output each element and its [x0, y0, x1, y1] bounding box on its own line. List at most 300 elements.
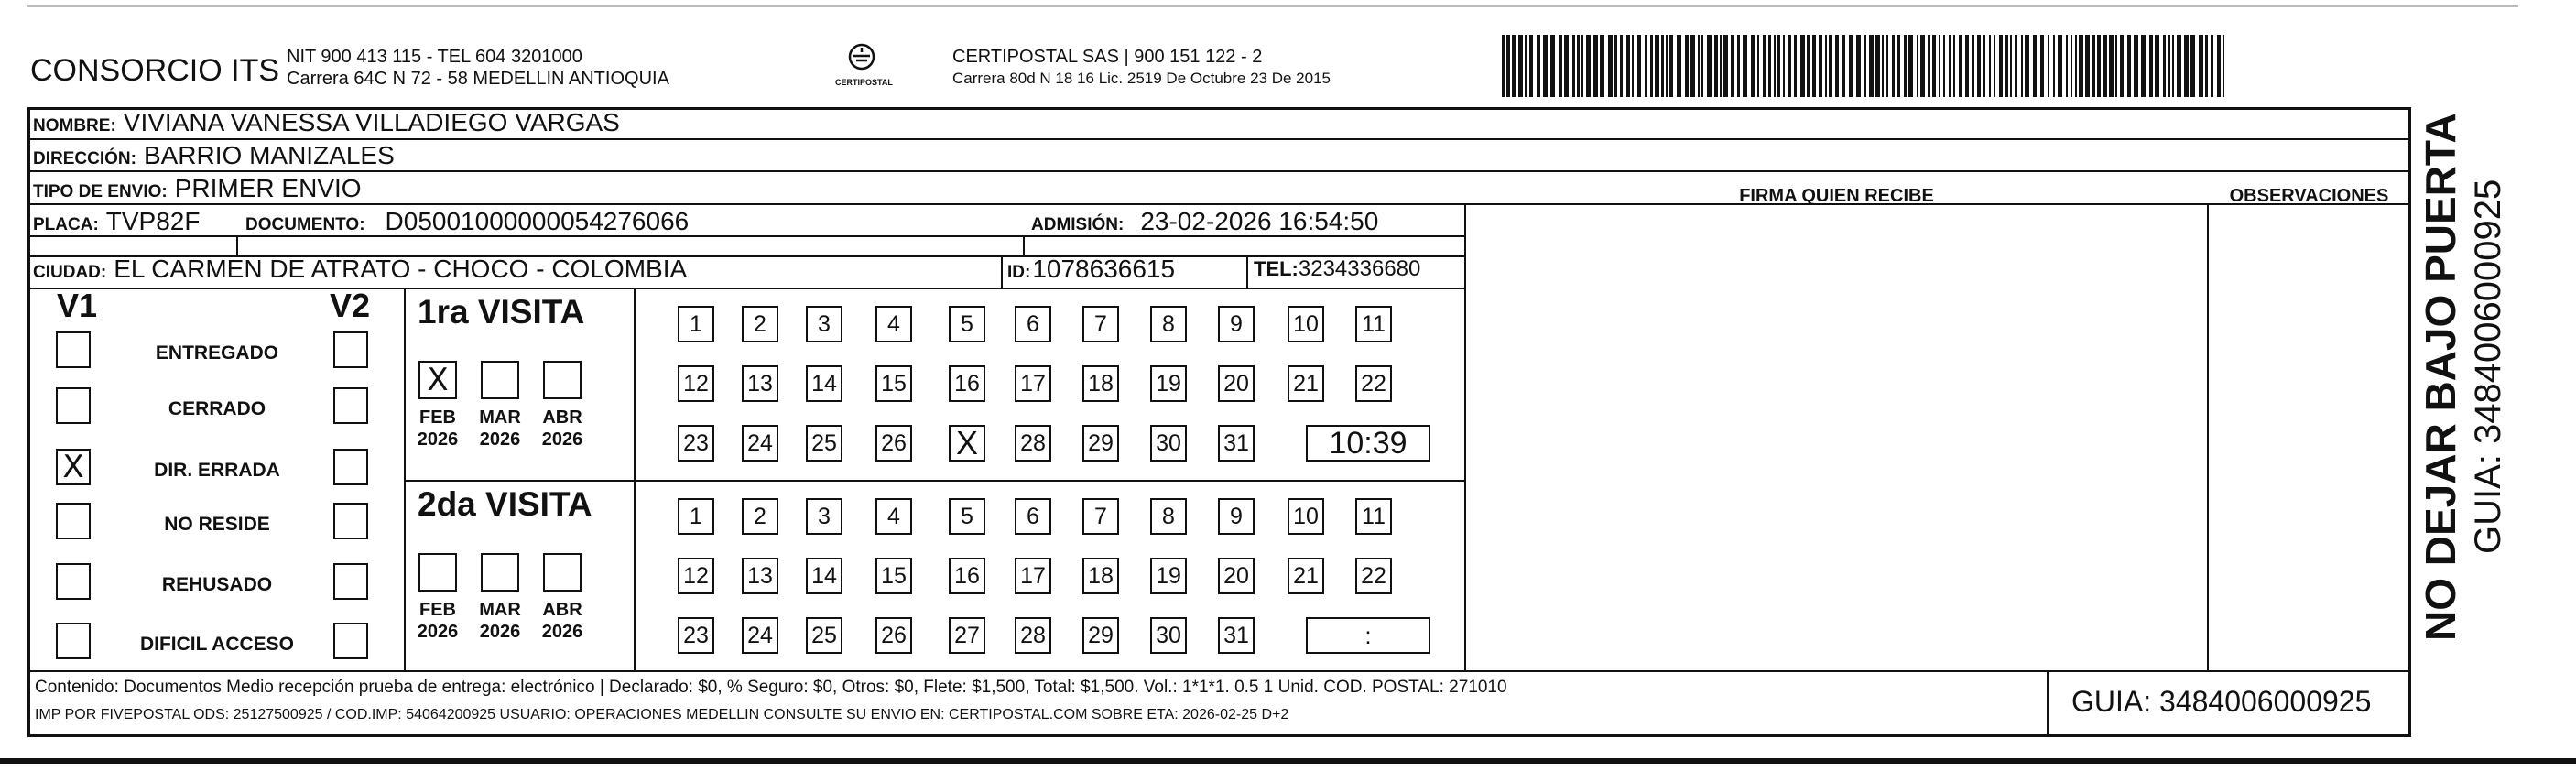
barcode-bar [2085, 35, 2090, 97]
month-label [472, 407, 528, 451]
barcode-bar [1632, 35, 1634, 97]
barcode-bar [1917, 35, 1918, 97]
barcode-bar [1774, 35, 1776, 97]
day-box[interactable] [1150, 558, 1187, 594]
v2-checkbox[interactable] [333, 623, 368, 659]
day-box[interactable] [678, 425, 714, 462]
check-mark: X [427, 362, 449, 398]
barcode-bar [2015, 35, 2017, 97]
ciudad-row [33, 255, 687, 284]
documento-value: D05001000000054276066 [385, 207, 690, 235]
barcode-bar [2217, 35, 2221, 97]
barcode-bar [1869, 35, 1874, 97]
placa-row [33, 207, 200, 236]
direccion-label: DIRECCIÓN: [33, 149, 136, 168]
barcode-bar [1637, 35, 1641, 97]
barcode-bar [2040, 35, 2044, 97]
v2-checkbox[interactable] [333, 503, 368, 539]
placa-label: PLACA: [33, 215, 99, 234]
placa-value: TVP82F [105, 207, 201, 235]
documento-label: DOCUMENTO: [245, 215, 365, 234]
month-checkbox[interactable] [418, 553, 457, 592]
day-box[interactable] [1218, 617, 1255, 654]
divider [28, 138, 2409, 140]
day-box[interactable] [875, 306, 912, 342]
v1-checkbox[interactable] [56, 387, 91, 424]
admision-value: 23-02-2026 16:54:50 [1140, 207, 1379, 235]
month-name: FEB [419, 600, 456, 620]
day-box[interactable] [1082, 425, 1119, 462]
day-number: 4 [887, 310, 900, 337]
barcode-bar [2205, 35, 2208, 97]
side-guia: GUIA: 3484006000925 [2468, 179, 2508, 554]
footer-guia: GUIA: 3484006000925 [2071, 685, 2372, 718]
footer-print-info: IMP POR FIVEPOSTAL ODS: 25127500925 / COD.IMP: 54064200925 USUARIO: OPERACIONES MEDELLIN CONSULTE SU ENVIO EN: CERTIPOSTAL.COM SOBRE ETA: 2026-02-25 D+2 [35, 707, 1289, 722]
tel-value: 3234336680 [1298, 256, 1421, 281]
v1-checkbox[interactable] [56, 331, 91, 368]
day-box[interactable] [1355, 558, 1392, 594]
admision-label: ADMISIÓN: [1031, 215, 1125, 234]
day-box[interactable] [949, 365, 985, 402]
day-number: 26 [881, 622, 907, 648]
company-name: CONSORCIO ITS [30, 53, 280, 88]
divider [634, 288, 636, 670]
day-number: 30 [1156, 429, 1181, 456]
observations-area[interactable] [2210, 205, 2408, 668]
ciudad-value: EL CARMEN DE ATRATO - CHOCO - COLOMBIA [114, 255, 688, 283]
day-box[interactable] [742, 365, 778, 402]
day-box[interactable] [1015, 558, 1051, 594]
divider [28, 288, 1466, 289]
tel-label: TEL: [1254, 257, 1299, 280]
barcode-bar [1977, 35, 1981, 97]
bottom-rule [0, 758, 2576, 764]
barcode-bar [1835, 35, 1839, 97]
day-box[interactable] [1015, 498, 1051, 535]
v1-label: V1 [57, 287, 98, 324]
barcode-bar [1794, 35, 1797, 97]
barcode-bar [1685, 35, 1689, 97]
reason-label: DIR. ERRADA [154, 460, 280, 481]
day-box[interactable] [806, 306, 842, 342]
day-number: 5 [961, 503, 973, 529]
day-box[interactable] [678, 365, 714, 402]
courier-nit: CERTIPOSTAL SAS | 900 151 122 - 2 [952, 47, 1263, 67]
barcode-bar [2190, 35, 2195, 97]
barcode-bar [2005, 35, 2008, 97]
day-box[interactable] [1288, 558, 1324, 594]
day-number: 14 [811, 562, 837, 589]
v2-checkbox[interactable] [333, 563, 368, 600]
v1-checkbox[interactable] [56, 563, 91, 600]
day-number: 8 [1162, 310, 1175, 337]
v2-label: V2 [330, 287, 371, 324]
barcode-bar [2223, 35, 2224, 97]
day-number: 16 [954, 370, 980, 396]
visit-time: : [1364, 621, 1372, 649]
barcode-bar [1882, 35, 1884, 97]
day-number: 2 [754, 310, 766, 337]
divider [404, 288, 406, 670]
month-checkbox[interactable] [481, 361, 519, 399]
day-box[interactable] [678, 558, 714, 594]
logo-icon [841, 40, 883, 77]
month-year: 2026 [541, 429, 583, 450]
barcode-bar [1559, 35, 1562, 97]
barcode-bar [1626, 35, 1630, 97]
day-box[interactable] [1288, 306, 1324, 342]
reason-label: ENTREGADO [155, 342, 279, 364]
barcode-bar [1829, 35, 1832, 97]
day-number: 21 [1293, 562, 1319, 589]
tipo-value: PRIMER ENVIO [174, 174, 362, 202]
barcode-bar [1908, 35, 1913, 97]
courier-address: Carrera 80d N 18 16 Lic. 2519 De Octubre 23 De 2015 [952, 70, 1331, 87]
observaciones-header: OBSERVACIONES [2229, 186, 2389, 206]
barcode-bar [1720, 35, 1722, 97]
day-box[interactable] [742, 617, 778, 654]
day-box[interactable] [1150, 425, 1187, 462]
barcode-bar [1989, 35, 1991, 97]
day-number: 25 [811, 429, 837, 456]
nombre-value: VIVIANA VANESSA VILLADIEGO VARGAS [123, 108, 620, 136]
reason-label: CERRADO [168, 398, 266, 419]
barcode-bar [1506, 35, 1510, 97]
day-number: 23 [683, 622, 709, 648]
day-box[interactable] [1150, 617, 1187, 654]
day-box[interactable] [875, 425, 912, 462]
barcode-bar [1614, 35, 1617, 97]
barcode-bar [1983, 35, 1985, 97]
divider [28, 670, 2409, 672]
barcode-bar [2155, 35, 2159, 97]
barcode-bar [1600, 35, 1604, 97]
day-number: 23 [683, 429, 709, 456]
day-box[interactable] [678, 617, 714, 654]
day-box[interactable] [875, 558, 912, 594]
day-box[interactable] [949, 558, 985, 594]
day-box[interactable] [949, 617, 985, 654]
barcode-bar [2168, 35, 2170, 97]
nombre-label: NOMBRE: [33, 116, 116, 136]
visit-time: 10:39 [1329, 425, 1408, 461]
barcode-bar [2053, 35, 2055, 97]
ciudad-label: CIUDAD: [33, 263, 107, 282]
barcode-bar [1669, 35, 1673, 97]
nombre-row [33, 108, 620, 137]
day-number: 6 [1027, 503, 1039, 529]
divider [1001, 255, 1003, 288]
day-number: 8 [1162, 503, 1175, 529]
barcode-bar [1581, 35, 1583, 97]
month-year: 2026 [541, 622, 583, 642]
day-number: 1 [690, 310, 702, 337]
barcode-bar [1768, 35, 1771, 97]
barcode-bar [1939, 35, 1940, 97]
day-number: 11 [1362, 503, 1386, 529]
day-number: 18 [1088, 562, 1114, 589]
v2-checkbox[interactable] [333, 387, 368, 424]
company-address: Carrera 64C N 72 - 58 MEDELLIN ANTIOQUIA [287, 69, 669, 89]
check-mark: X [62, 449, 84, 485]
barcode-bar [1892, 35, 1895, 97]
barcode-bar [1586, 35, 1591, 97]
day-number: 22 [1361, 562, 1386, 589]
v1-checkbox[interactable] [56, 623, 91, 659]
month-name: ABR [542, 407, 582, 428]
barcode-bar [2097, 35, 2101, 97]
day-number: 12 [683, 562, 709, 589]
day-number: 28 [1020, 429, 1046, 456]
barcode-bar [2021, 35, 2023, 97]
month-name: MAR [479, 407, 521, 428]
barcode-bar [1608, 35, 1613, 97]
barcode-bar [1800, 35, 1805, 97]
barcode-bar [1723, 35, 1728, 97]
day-number: 20 [1223, 562, 1249, 589]
barcode-bar [1518, 35, 1523, 97]
barcode-bar [1932, 35, 1936, 97]
day-number: 19 [1156, 370, 1181, 396]
day-box[interactable] [1082, 498, 1119, 535]
day-box[interactable] [1218, 498, 1255, 535]
day-box[interactable] [678, 498, 714, 535]
barcode-bar [1655, 35, 1659, 97]
barcode-bar [1577, 35, 1580, 97]
month-year: 2026 [417, 622, 459, 642]
month-name: FEB [419, 407, 456, 428]
v1-checkbox[interactable] [56, 503, 91, 539]
day-number: 5 [961, 310, 973, 337]
barcode-bar [1537, 35, 1540, 97]
day-number: 19 [1156, 562, 1181, 589]
day-number: 13 [747, 562, 773, 589]
tipo-label: TIPO DE ENVIO: [33, 182, 168, 201]
no-dejar-warning: NO DEJAR BAJO PUERTA [2417, 113, 2464, 641]
divider [28, 170, 2409, 172]
day-number: 17 [1020, 562, 1046, 589]
direccion-row [33, 141, 395, 170]
day-box[interactable] [1288, 365, 1324, 402]
v1-checkbox[interactable] [56, 449, 91, 485]
barcode-bar [2177, 35, 2181, 97]
barcode-bar [1645, 35, 1647, 97]
day-number: 1 [690, 503, 702, 529]
barcode-bar [2199, 35, 2203, 97]
divider [1023, 235, 1025, 255]
barcode-bar [1949, 35, 1951, 97]
time-box[interactable] [1306, 617, 1430, 654]
company-nit: NIT 900 413 115 - TEL 604 3201000 [287, 47, 582, 67]
day-box[interactable] [806, 498, 842, 535]
day-box[interactable] [1288, 498, 1324, 535]
barcode-bar [2025, 35, 2029, 97]
month-year: 2026 [417, 429, 459, 450]
day-box[interactable] [806, 617, 842, 654]
day-box[interactable] [806, 558, 842, 594]
day-number: 24 [747, 429, 773, 456]
day-box[interactable] [949, 306, 985, 342]
day-box[interactable] [742, 306, 778, 342]
barcode-bar [1550, 35, 1555, 97]
day-number: 16 [954, 562, 980, 589]
barcode-bar [1593, 35, 1598, 97]
day-box[interactable] [1355, 365, 1392, 402]
day-number: 7 [1094, 503, 1107, 529]
day-box[interactable] [1150, 365, 1187, 402]
month-label [534, 599, 591, 643]
barcode-icon [1502, 35, 2234, 97]
barcode-bar [1502, 35, 1505, 97]
barcode-bar [1701, 35, 1703, 97]
day-box[interactable] [949, 425, 985, 462]
month-label [409, 407, 466, 451]
day-box[interactable] [1150, 498, 1187, 535]
day-box[interactable] [1150, 306, 1187, 342]
day-number: 4 [887, 503, 900, 529]
barcode-bar [1666, 35, 1668, 97]
day-box[interactable] [1218, 306, 1255, 342]
day-box[interactable] [875, 617, 912, 654]
id-row [1007, 255, 1175, 284]
barcode-bar [1661, 35, 1664, 97]
day-number: X [955, 424, 978, 462]
day-box[interactable] [1218, 558, 1255, 594]
day-box[interactable] [1015, 365, 1051, 402]
day-number: 7 [1094, 310, 1107, 337]
barcode-bar [2149, 35, 2153, 97]
signature-area[interactable] [1467, 205, 2205, 668]
barcode-bar [1777, 35, 1780, 97]
day-number: 17 [1020, 370, 1046, 396]
barcode-bar [1842, 35, 1845, 97]
month-checkbox[interactable] [543, 553, 582, 592]
barcode-bar [1737, 35, 1740, 97]
day-box[interactable] [1082, 306, 1119, 342]
day-box[interactable] [742, 558, 778, 594]
day-box[interactable] [1355, 306, 1392, 342]
day-number: 12 [683, 370, 709, 396]
barcode-bar [1959, 35, 1962, 97]
day-box[interactable] [1015, 306, 1051, 342]
day-number: 21 [1293, 370, 1319, 396]
certipostal-logo [835, 40, 893, 87]
barcode-bar [1825, 35, 1827, 97]
divider [1464, 203, 1466, 670]
time-box[interactable] [1306, 425, 1430, 462]
day-box[interactable] [742, 498, 778, 535]
v2-checkbox[interactable] [333, 331, 368, 368]
firma-header: FIRMA QUIEN RECIBE [1739, 186, 1934, 206]
day-box[interactable] [742, 425, 778, 462]
divider [404, 480, 1466, 482]
barcode-bar [2075, 35, 2077, 97]
barcode-bar [1812, 35, 1816, 97]
day-box[interactable] [1355, 498, 1392, 535]
barcode-bar [2048, 35, 2049, 97]
barcode-bar [1763, 35, 1766, 97]
day-box[interactable] [1218, 365, 1255, 402]
day-box[interactable] [1218, 425, 1255, 462]
month-checkbox[interactable] [543, 361, 582, 399]
barcode-bar [1564, 35, 1569, 97]
barcode-bar [1757, 35, 1759, 97]
divider [2047, 670, 2049, 737]
day-number: 29 [1088, 622, 1114, 648]
barcode-bar [1897, 35, 1900, 97]
day-box[interactable] [678, 306, 714, 342]
day-number: 3 [818, 310, 831, 337]
day-box[interactable] [1015, 617, 1051, 654]
day-number: 31 [1223, 429, 1249, 456]
id-value: 1078636615 [1032, 255, 1176, 283]
logo-text: CERTIPOSTAL [835, 78, 893, 87]
admision-row [1031, 207, 1378, 236]
day-number: 18 [1088, 370, 1114, 396]
barcode-bar [1714, 35, 1718, 97]
barcode-bar [1819, 35, 1822, 97]
day-box[interactable] [1082, 558, 1119, 594]
barcode-bar [1807, 35, 1810, 97]
month-label [534, 407, 591, 451]
reason-label: DIFICIL ACCESO [139, 634, 294, 655]
day-number: 9 [1230, 310, 1243, 337]
v2-checkbox[interactable] [333, 449, 368, 485]
barcode-bar [1994, 35, 1995, 97]
direccion-value: BARRIO MANIZALES [143, 141, 395, 169]
barcode-bar [2211, 35, 2213, 97]
barcode-bar [2058, 35, 2062, 97]
barcode-bar [2079, 35, 2083, 97]
reason-label: REHUSADO [161, 574, 273, 595]
month-label [472, 599, 528, 643]
divider [2207, 203, 2209, 670]
day-box[interactable] [1082, 617, 1119, 654]
reason-label: NO RESIDE [164, 514, 270, 535]
barcode-bar [1707, 35, 1712, 97]
day-box[interactable] [949, 498, 985, 535]
day-box[interactable] [875, 365, 912, 402]
barcode-bar [1650, 35, 1653, 97]
day-number: 10 [1293, 310, 1319, 337]
barcode-bar [1512, 35, 1516, 97]
barcode-bar [2010, 35, 2012, 97]
footer-content: Contenido: Documentos Medio recepción prueba de entrega: electrónico | Declarado: $0, % Seguro: $0, Otros: $0, Flete: $1,500, Total: $1,500. Vol.: 1*1*1. 0.5 1 Unid. COD. POSTAL: 271010 [35, 678, 1507, 697]
documento-row [245, 207, 689, 236]
day-box[interactable] [806, 365, 842, 402]
barcode-bar [1965, 35, 1969, 97]
barcode-bar [2071, 35, 2072, 97]
month-year: 2026 [479, 429, 521, 450]
id-label: ID: [1007, 263, 1031, 282]
barcode-bar [1886, 35, 1888, 97]
day-box[interactable] [1082, 365, 1119, 402]
visit-title: 1ra VISITA [418, 293, 585, 331]
barcode-bar [2109, 35, 2114, 97]
day-box[interactable] [875, 498, 912, 535]
day-box[interactable] [806, 425, 842, 462]
day-number: 26 [881, 429, 907, 456]
day-number: 24 [747, 622, 773, 648]
month-checkbox[interactable] [481, 553, 519, 592]
barcode-bar [1920, 35, 1925, 97]
day-number: 2 [754, 503, 766, 529]
barcode-bar [1849, 35, 1853, 97]
month-checkbox[interactable] [418, 361, 457, 399]
barcode-bar [1928, 35, 1930, 97]
day-box[interactable] [1015, 425, 1051, 462]
day-number: 31 [1223, 622, 1249, 648]
